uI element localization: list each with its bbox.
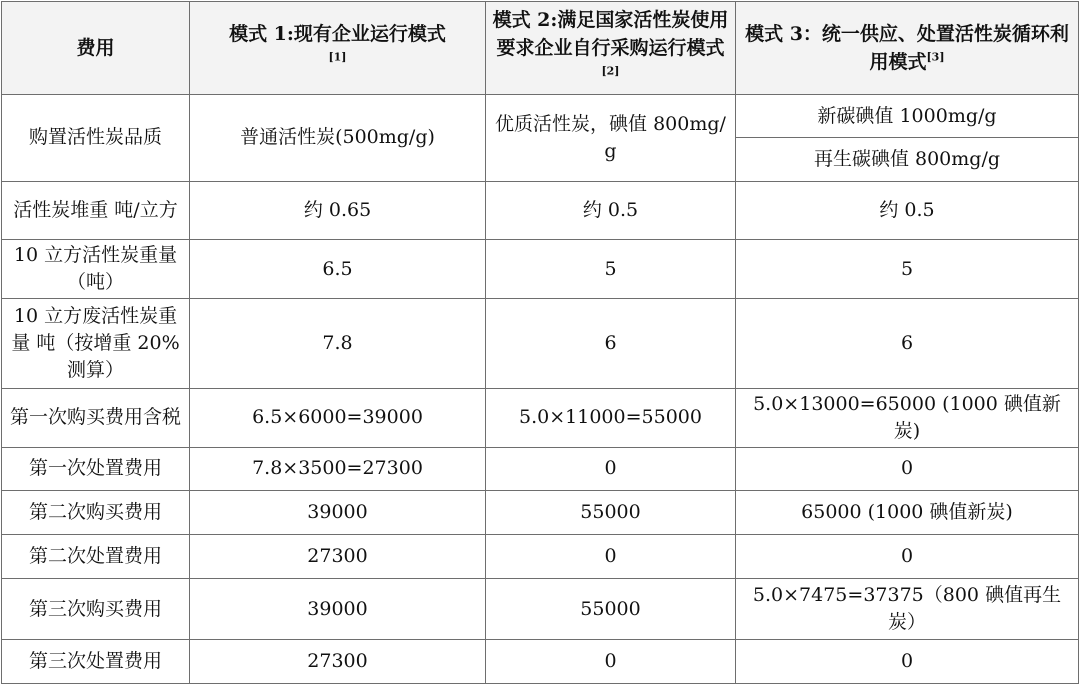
table-row — [2, 490, 1079, 534]
row-label: 第二次购买费用 — [2, 490, 190, 534]
cell-mode-1: 7.8×3500=27300 — [190, 447, 486, 490]
row-label: 第三次购买费用 — [2, 578, 190, 640]
header-mode-3-label: 模式 3：统一供应、处置活性炭循环利用模式 — [745, 22, 1069, 73]
cell-mode-2: 5 — [486, 240, 736, 299]
header-mode-2 — [486, 2, 736, 95]
table-row — [2, 640, 1079, 684]
cell-mode-2: 55000 — [486, 578, 736, 640]
table-row — [2, 388, 1079, 447]
header-row — [2, 2, 1079, 95]
cell-mode-1: 39000 — [190, 490, 486, 534]
header-mode-3-ref: [3] — [926, 50, 945, 64]
cell-mode-1: 39000 — [190, 578, 486, 640]
row-label: 10 立方废活性炭重量 吨（按增重 20%测算） — [2, 299, 190, 389]
cell-quality-mode-3-regen: 再生碳碘值 800mg/g — [736, 138, 1079, 181]
cell-mode-1: 7.8 — [190, 299, 486, 389]
cell-mode-3: 0 — [736, 640, 1079, 684]
row-label: 第一次处置费用 — [2, 447, 190, 490]
header-cost-label: 费用 — [76, 36, 115, 59]
cell-mode-1: 6.5×6000=39000 — [190, 388, 486, 447]
row-label: 第三次处置费用 — [2, 640, 190, 684]
cell-mode-3: 65000 (1000 碘值新炭) — [736, 490, 1079, 534]
table-row — [2, 240, 1079, 299]
cell-mode-2: 55000 — [486, 490, 736, 534]
row-label: 第二次处置费用 — [2, 535, 190, 578]
header-mode-3 — [736, 2, 1079, 95]
cell-mode-3: 6 — [736, 299, 1079, 389]
cell-mode-1: 约 0.65 — [190, 181, 486, 240]
cell-mode-3: 5 — [736, 240, 1079, 299]
row-label: 活性炭堆重 吨/立方 — [2, 181, 190, 240]
header-mode-1-ref: [1] — [328, 50, 347, 64]
cell-mode-2: 约 0.5 — [486, 181, 736, 240]
row-label-quality: 购置活性炭品质 — [2, 94, 190, 181]
table-row — [2, 447, 1079, 490]
table-row — [2, 535, 1079, 578]
cell-mode-3: 0 — [736, 535, 1079, 578]
header-cost — [2, 2, 190, 95]
table-row — [2, 299, 1079, 389]
table-row — [2, 181, 1079, 240]
cell-quality-mode-3-new: 新碳碘值 1000mg/g — [736, 94, 1079, 137]
cell-mode-2: 0 — [486, 535, 736, 578]
header-mode-2-label: 模式 2:满足国家活性炭使用要求企业自行采购运行模式 — [492, 8, 729, 59]
header-mode-2-ref: [2] — [601, 64, 620, 78]
cell-mode-2: 5.0×11000=55000 — [486, 388, 736, 447]
cost-comparison-table — [1, 1, 1079, 684]
header-mode-1 — [190, 2, 486, 95]
cell-quality-mode-2: 优质活性炭，碘值 800mg/g — [486, 94, 736, 181]
cell-mode-3: 5.0×7475=37375（800 碘值再生炭） — [736, 578, 1079, 640]
cell-mode-3: 约 0.5 — [736, 181, 1079, 240]
row-label: 第一次购买费用含税 — [2, 388, 190, 447]
cell-mode-1: 27300 — [190, 640, 486, 684]
cell-mode-3: 5.0×13000=65000 (1000 碘值新炭) — [736, 388, 1079, 447]
cell-quality-mode-1: 普通活性炭(500mg/g) — [190, 94, 486, 181]
cell-mode-2: 0 — [486, 447, 736, 490]
table-row — [2, 94, 1079, 137]
row-label: 10 立方活性炭重量（吨） — [2, 240, 190, 299]
cell-mode-3: 0 — [736, 447, 1079, 490]
table-row — [2, 578, 1079, 640]
header-mode-1-label: 模式 1:现有企业运行模式 — [229, 22, 446, 45]
cell-mode-1: 27300 — [190, 535, 486, 578]
cell-mode-1: 6.5 — [190, 240, 486, 299]
cell-mode-2: 0 — [486, 640, 736, 684]
cell-mode-2: 6 — [486, 299, 736, 389]
